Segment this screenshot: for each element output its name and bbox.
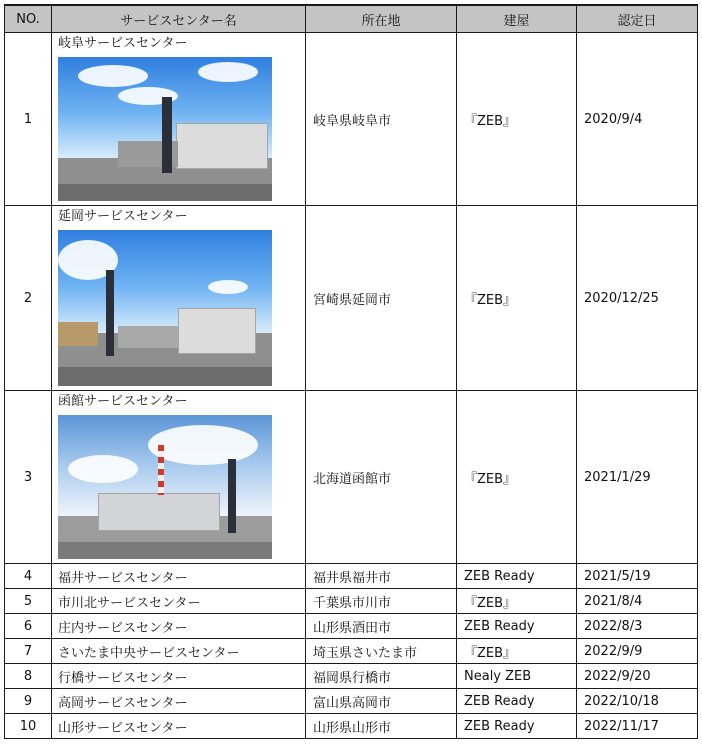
header-building: 建屋 xyxy=(457,5,577,33)
row-no: 10 xyxy=(5,714,52,739)
row-name: 市川北サービスセンター xyxy=(52,589,306,614)
row-date: 2022/10/18 xyxy=(577,689,698,714)
row-date: 2022/9/20 xyxy=(577,664,698,689)
row-building: 『ZEB』 xyxy=(457,589,577,614)
row-location: 山形県山形市 xyxy=(306,714,457,739)
row-name: 福井サービスセンター xyxy=(52,564,306,589)
table-row xyxy=(5,564,698,589)
service-center-table xyxy=(4,4,698,739)
row-no: 3 xyxy=(5,391,52,564)
row-building: ZEB Ready xyxy=(457,564,577,589)
row-date: 2022/11/17 xyxy=(577,714,698,739)
row-building: ZEB Ready xyxy=(457,714,577,739)
row-building: 『ZEB』 xyxy=(457,639,577,664)
row-no: 4 xyxy=(5,564,52,589)
row-no: 1 xyxy=(5,33,52,206)
building-photo xyxy=(58,230,272,386)
table-row xyxy=(5,639,698,664)
row-building: Nealy ZEB xyxy=(457,664,577,689)
row-location: 宮崎県延岡市 xyxy=(306,206,457,391)
row-building: 『ZEB』 xyxy=(457,206,577,391)
row-date: 2022/8/3 xyxy=(577,614,698,639)
row-location: 北海道函館市 xyxy=(306,391,457,564)
row-name: 山形サービスセンター xyxy=(52,714,306,739)
building-photo xyxy=(58,57,272,201)
row-name: 函館サービスセンター xyxy=(58,394,188,409)
table-row xyxy=(5,614,698,639)
row-name: 高岡サービスセンター xyxy=(52,689,306,714)
row-name: 行橋サービスセンター xyxy=(52,664,306,689)
row-name: 岐阜サービスセンター xyxy=(58,36,188,51)
row-name: 延岡サービスセンター xyxy=(58,209,188,224)
header-date: 認定日 xyxy=(577,5,698,33)
header-row xyxy=(5,5,698,33)
row-building: ZEB Ready xyxy=(457,614,577,639)
table-row xyxy=(5,391,698,564)
row-no: 8 xyxy=(5,664,52,689)
row-location: 富山県高岡市 xyxy=(306,689,457,714)
row-location: 福岡県行橋市 xyxy=(306,664,457,689)
row-date: 2020/9/4 xyxy=(577,33,698,206)
table-row xyxy=(5,589,698,614)
row-date: 2021/8/4 xyxy=(577,589,698,614)
row-no: 7 xyxy=(5,639,52,664)
row-name: 庄内サービスセンター xyxy=(52,614,306,639)
row-building: 『ZEB』 xyxy=(457,33,577,206)
header-name: サービスセンター名 xyxy=(52,5,306,33)
row-building: ZEB Ready xyxy=(457,689,577,714)
row-location: 千葉県市川市 xyxy=(306,589,457,614)
header-no: NO. xyxy=(5,5,52,33)
table-row xyxy=(5,206,698,391)
row-building: 『ZEB』 xyxy=(457,391,577,564)
row-name-cell xyxy=(52,206,306,391)
table-row xyxy=(5,33,698,206)
row-location: 福井県福井市 xyxy=(306,564,457,589)
table-row xyxy=(5,664,698,689)
row-no: 6 xyxy=(5,614,52,639)
row-date: 2021/1/29 xyxy=(577,391,698,564)
table-row xyxy=(5,714,698,739)
row-date: 2020/12/25 xyxy=(577,206,698,391)
row-location: 埼玉県さいたま市 xyxy=(306,639,457,664)
table-row xyxy=(5,689,698,714)
row-location: 岐阜県岐阜市 xyxy=(306,33,457,206)
row-name-cell xyxy=(52,391,306,564)
row-no: 2 xyxy=(5,206,52,391)
row-date: 2022/9/9 xyxy=(577,639,698,664)
row-name: さいたま中央サービスセンター xyxy=(52,639,306,664)
row-no: 9 xyxy=(5,689,52,714)
row-no: 5 xyxy=(5,589,52,614)
row-location: 山形県酒田市 xyxy=(306,614,457,639)
row-date: 2021/5/19 xyxy=(577,564,698,589)
building-photo xyxy=(58,415,272,559)
row-name-cell xyxy=(52,33,306,206)
header-location: 所在地 xyxy=(306,5,457,33)
